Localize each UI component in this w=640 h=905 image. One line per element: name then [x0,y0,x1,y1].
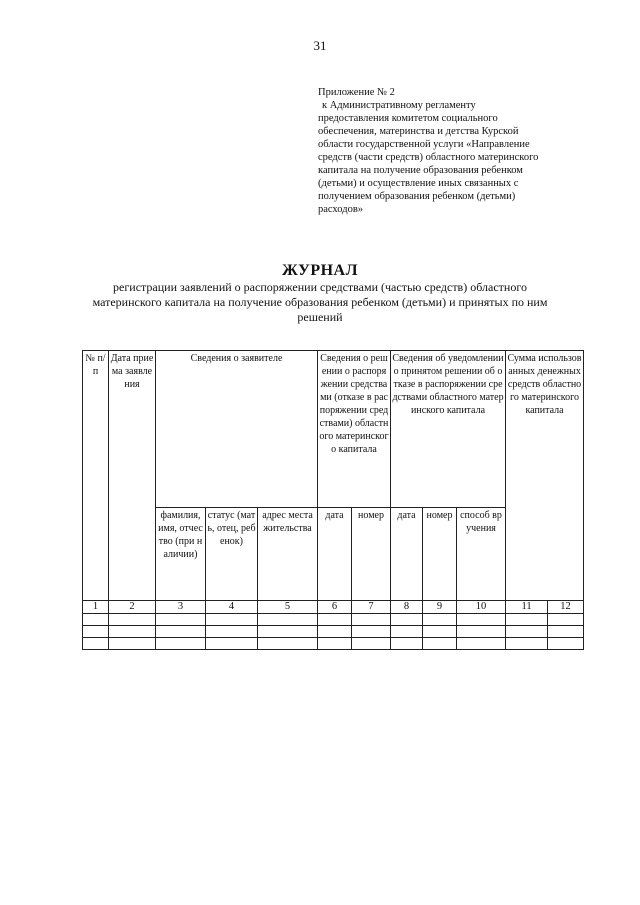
column-number-row [83,601,584,614]
header-notification: Сведения об уведомлении о принятом решении об отказе в распоряжении средствами областного материнского капитала [391,351,506,508]
subheader-name: фамилия, имя, отчество (при наличии) [156,508,206,601]
subheader-decision-number: номер [352,508,391,601]
column-number: 10 [457,601,506,614]
header-applicant: Сведения о заявителе [156,351,318,508]
appendix-line: получением образования ребенком (детьми) [318,191,516,202]
page-number: 31 [313,38,327,53]
table-cell [352,614,391,626]
table-cell [83,638,109,650]
header-num: № п/п [83,351,109,601]
table-cell [548,614,584,626]
table-cell [391,638,423,650]
appendix-title: Приложение № 2 [318,87,395,98]
subheader-decision-date: дата [318,508,352,601]
appendix-line: расходов» [318,204,364,215]
table-cell [391,614,423,626]
table-cell [423,638,457,650]
column-number: 7 [352,601,391,614]
header-row [83,351,584,508]
table-cell [548,638,584,650]
table-cell [156,626,206,638]
table-cell [548,626,584,638]
document-title: ЖУРНАЛ [281,262,359,279]
table-cell [258,626,318,638]
header-date: Дата приема заявления [109,351,156,601]
table-cell [109,626,156,638]
column-number: 3 [156,601,206,614]
table-row [83,626,584,638]
table-cell [258,614,318,626]
appendix-line: капитала на получение образования ребенком [318,165,523,176]
table-cell [423,614,457,626]
subheader-status: статус (мать, отец, ребенок) [206,508,258,601]
header-amount: Сумма использованных денежных средств областного материнского капитала [506,351,584,601]
table-cell [423,626,457,638]
column-number: 1 [83,601,109,614]
appendix-line: средств (части средств) областного материнского [318,152,539,163]
appendix-line: (детьми) и осуществление иных связанных с [318,178,519,189]
table-cell [506,626,548,638]
table-cell [391,626,423,638]
table-cell [352,626,391,638]
appendix-line: области государственной услуги «Направление [318,139,530,150]
subheader-notice-date: дата [391,508,423,601]
column-number: 9 [423,601,457,614]
table-cell [506,614,548,626]
table-cell [506,638,548,650]
table-cell [318,614,352,626]
table-cell [457,614,506,626]
column-number: 5 [258,601,318,614]
column-number: 4 [206,601,258,614]
appendix-block [318,86,598,216]
column-number: 11 [506,601,548,614]
appendix-line: обеспечения, материнства и детства Курской [318,126,519,137]
table-cell [206,614,258,626]
table-cell [109,638,156,650]
table-cell [318,626,352,638]
table-row [83,638,584,650]
table-cell [83,626,109,638]
table-cell [109,614,156,626]
column-number: 2 [109,601,156,614]
table-cell [457,626,506,638]
table-cell [318,638,352,650]
table-cell [457,638,506,650]
appendix-line: к Административному регламенту [322,100,476,111]
table-cell [83,614,109,626]
column-number: 6 [318,601,352,614]
table-cell [206,638,258,650]
table-cell [352,638,391,650]
document-subtitle: регистрации заявлений о распоряжении средствами (частью средств) областного материнского капитала на получение образования ребенком (детьми) и принятых по ним решений [92,280,548,324]
journal-table [82,350,584,650]
table-row [83,614,584,626]
subheader-delivery-method: способ вручения [457,508,506,601]
table-cell [258,638,318,650]
table-cell [206,626,258,638]
appendix-line: предоставления комитетом социального [318,113,498,124]
subheader-address: адрес места жительства [258,508,318,601]
subheader-notice-number: номер [423,508,457,601]
column-number: 12 [548,601,584,614]
table-cell [156,614,206,626]
table-cell [156,638,206,650]
header-decision: Сведения о решении о распоряжении средствами (отказе в распоряжении средствами) областного материнского капитала [318,351,391,508]
column-number: 8 [391,601,423,614]
